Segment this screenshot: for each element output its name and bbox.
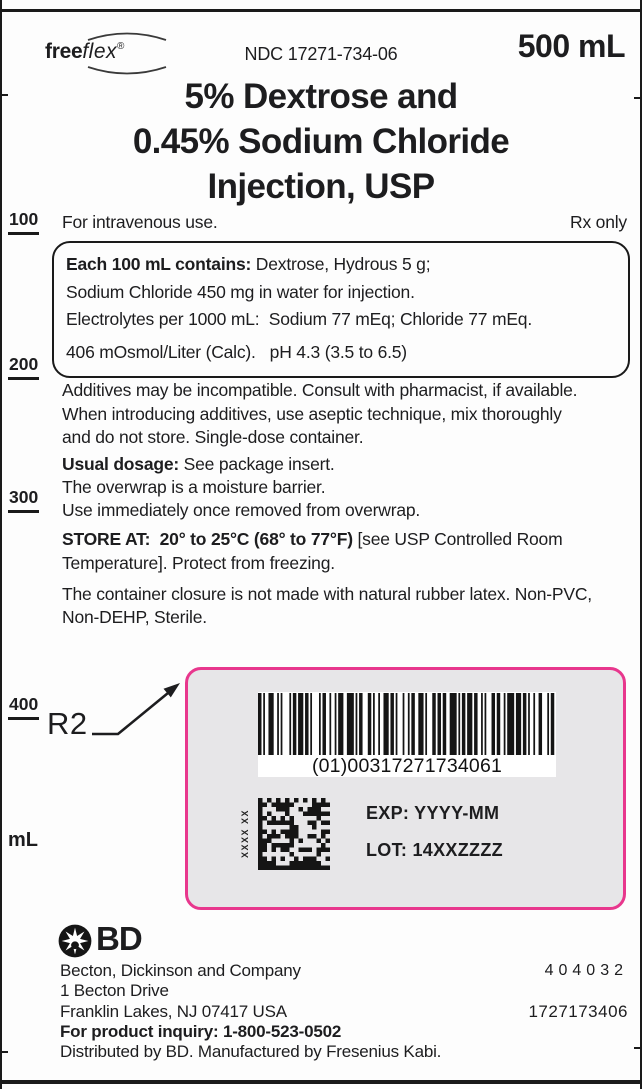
brand-free: free (45, 40, 83, 63)
contents-line4: 406 mOsmol/Liter (Calc). pH 4.3 (3.5 to 6.5) (66, 341, 407, 362)
product-title-line2: 0.45% Sodium Chloride (132, 122, 510, 161)
freeflex-top-arc-icon (85, 31, 169, 41)
lot-label: LOT: 14XXZZZZ (366, 840, 503, 860)
storage-line1: STORE AT: 20° to 25°C (68° to 77°F) [see USP Controlled Room (62, 529, 563, 549)
product-title (0, 74, 642, 209)
usual-dosage-line: Usual dosage: See package insert. (62, 454, 335, 474)
barcode-number: (01)00317271734061 (311, 755, 503, 777)
brand-flex: flex (82, 40, 118, 63)
label-bottom-rule (0, 1080, 642, 1084)
rx-only-label: Rx only (570, 212, 627, 232)
latex-paragraph (62, 583, 592, 629)
footer-code-2: 1727173406 (528, 1002, 628, 1021)
crop-mark (634, 1047, 642, 1049)
scale-mark-200: 200 (8, 354, 39, 380)
product-title-line1: 5% Dextrose and (184, 77, 458, 116)
bd-logo-icon (58, 924, 92, 958)
contents-line2: Sodium Chloride 450 mg in water for injection. (66, 281, 415, 302)
street-address: 1 Becton Drive (60, 981, 169, 1001)
storage-line2: Temperature]. Protect from freezing. (62, 553, 335, 573)
route-of-administration: For intravenous use. (62, 212, 218, 232)
additives-line: Additives may be incompatible. Consult with pharmacist, if available. (62, 380, 578, 400)
city-address: Franklin Lakes, NJ 07417 USA (60, 1001, 287, 1021)
bd-logo-text: BD (96, 920, 142, 957)
ndc-number: NDC 17271-734-06 (244, 44, 398, 64)
exp-label: EXP: YYYY-MM (366, 803, 500, 823)
latex-line: Non-DEHP, Sterile. (62, 607, 207, 627)
company-name: Becton, Dickinson and Company (60, 961, 301, 980)
label-border-top (0, 9, 642, 12)
scale-unit-ml: mL (8, 829, 38, 851)
additives-line: When introducing additives, use aseptic technique, mix thoroughly (62, 403, 562, 424)
additives-line: and do not store. Single-dose container. (62, 427, 364, 447)
additives-paragraph (62, 379, 577, 450)
datamatrix-side-text: XXXX XX (240, 809, 250, 859)
scale-mark-400: 400 (8, 694, 39, 720)
manufacturer-block (60, 961, 441, 1062)
contents-box (52, 241, 630, 378)
gs1-barcode (258, 692, 556, 777)
serialization-panel (185, 667, 626, 910)
contents-line1: Each 100 mL contains: Dextrose, Hydrous 5 g; (66, 254, 431, 274)
scale-mark-100: 100 (8, 209, 39, 235)
product-inquiry: For product inquiry: 1-800-523-0502 (60, 1021, 342, 1041)
storage-paragraph (62, 527, 562, 575)
product-title-line3: Injection, USP (207, 167, 435, 206)
data-matrix-icon (258, 798, 330, 870)
scale-mark-300: 300 (8, 487, 39, 513)
latex-line: The container closure is not made with natural rubber latex. Non-PVC, (62, 584, 592, 604)
crop-mark (0, 1051, 8, 1053)
contents-line3: Electrolytes per 1000 mL: Sodium 77 mEq; Chloride 77 mEq. (66, 309, 532, 329)
use-immediately-line: Use immediately once removed from overwrap. (62, 500, 421, 520)
distributed-by: Distributed by BD. Manufactured by Fresenius Kabi. (60, 1042, 442, 1062)
r2-label: R2 (47, 706, 88, 741)
dosage-paragraph (62, 453, 420, 522)
footer-code-1: 404032 (544, 962, 628, 979)
route-row (62, 212, 627, 233)
registered-mark: ® (117, 41, 125, 52)
overwrap-line: The overwrap is a moisture barrier. (62, 477, 326, 497)
r2-arrow-icon (88, 672, 198, 742)
barcode-bars-icon (258, 693, 556, 755)
volume-label: 500 mL (517, 28, 625, 64)
